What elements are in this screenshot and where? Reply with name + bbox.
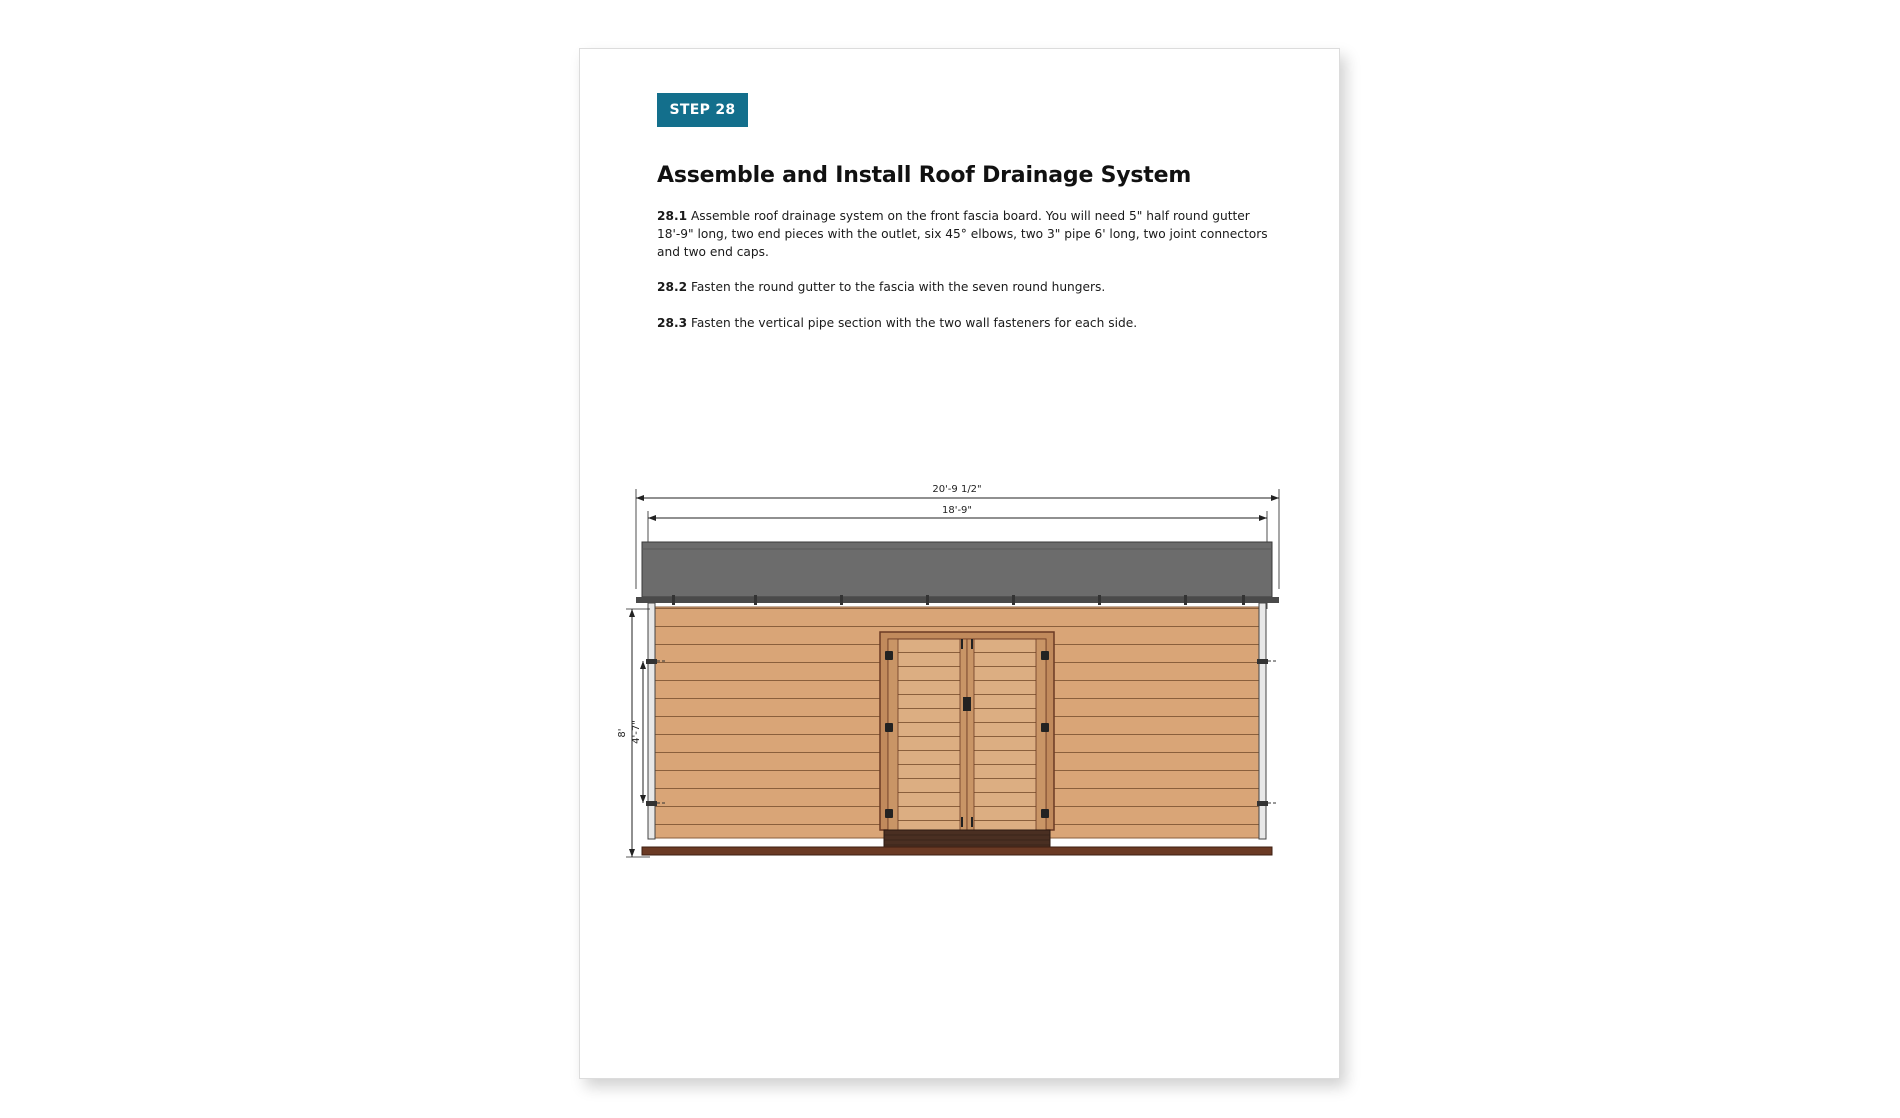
- wall-height-label: 8': [617, 728, 628, 738]
- roof: [642, 542, 1272, 597]
- step-badge: STEP 28: [657, 93, 748, 127]
- overall-width-label: 20'-9 1/2": [932, 484, 982, 495]
- double-door: [880, 632, 1054, 830]
- pipe-height-label: 4'-7": [631, 720, 642, 744]
- step-number: 28.1: [657, 209, 688, 223]
- right-downspout: [1257, 603, 1278, 839]
- page-title: Assemble and Install Roof Drainage System: [657, 163, 1192, 188]
- step-text: Fasten the round gutter to the fascia with the seven round hungers.: [690, 280, 1106, 294]
- gutter-length-label: 18'-9": [941, 505, 973, 516]
- step-paragraph: [657, 207, 1282, 261]
- foundation: [642, 847, 1272, 855]
- pipe-height-dimension: [631, 661, 646, 803]
- door-latch: [963, 697, 971, 711]
- step-text: Assemble roof drainage system on the front fascia board. You will need 5" half round gutter 18'-9" long, two end pieces with the outlet, six 45° elbows, two 3" pipe 6' long, two joint connectors and two end caps.: [657, 209, 1268, 259]
- gutter: [636, 597, 1279, 603]
- step-number: 28.2: [657, 280, 688, 294]
- step-number: 28.3: [657, 316, 688, 330]
- shed-front-elevation-drawing: [616, 429, 1306, 859]
- step-paragraph: [657, 278, 1282, 296]
- step-text: Fasten the vertical pipe section with the two wall fasteners for each side.: [690, 316, 1138, 330]
- step-paragraph: [657, 314, 1282, 332]
- document-page: [579, 48, 1340, 1079]
